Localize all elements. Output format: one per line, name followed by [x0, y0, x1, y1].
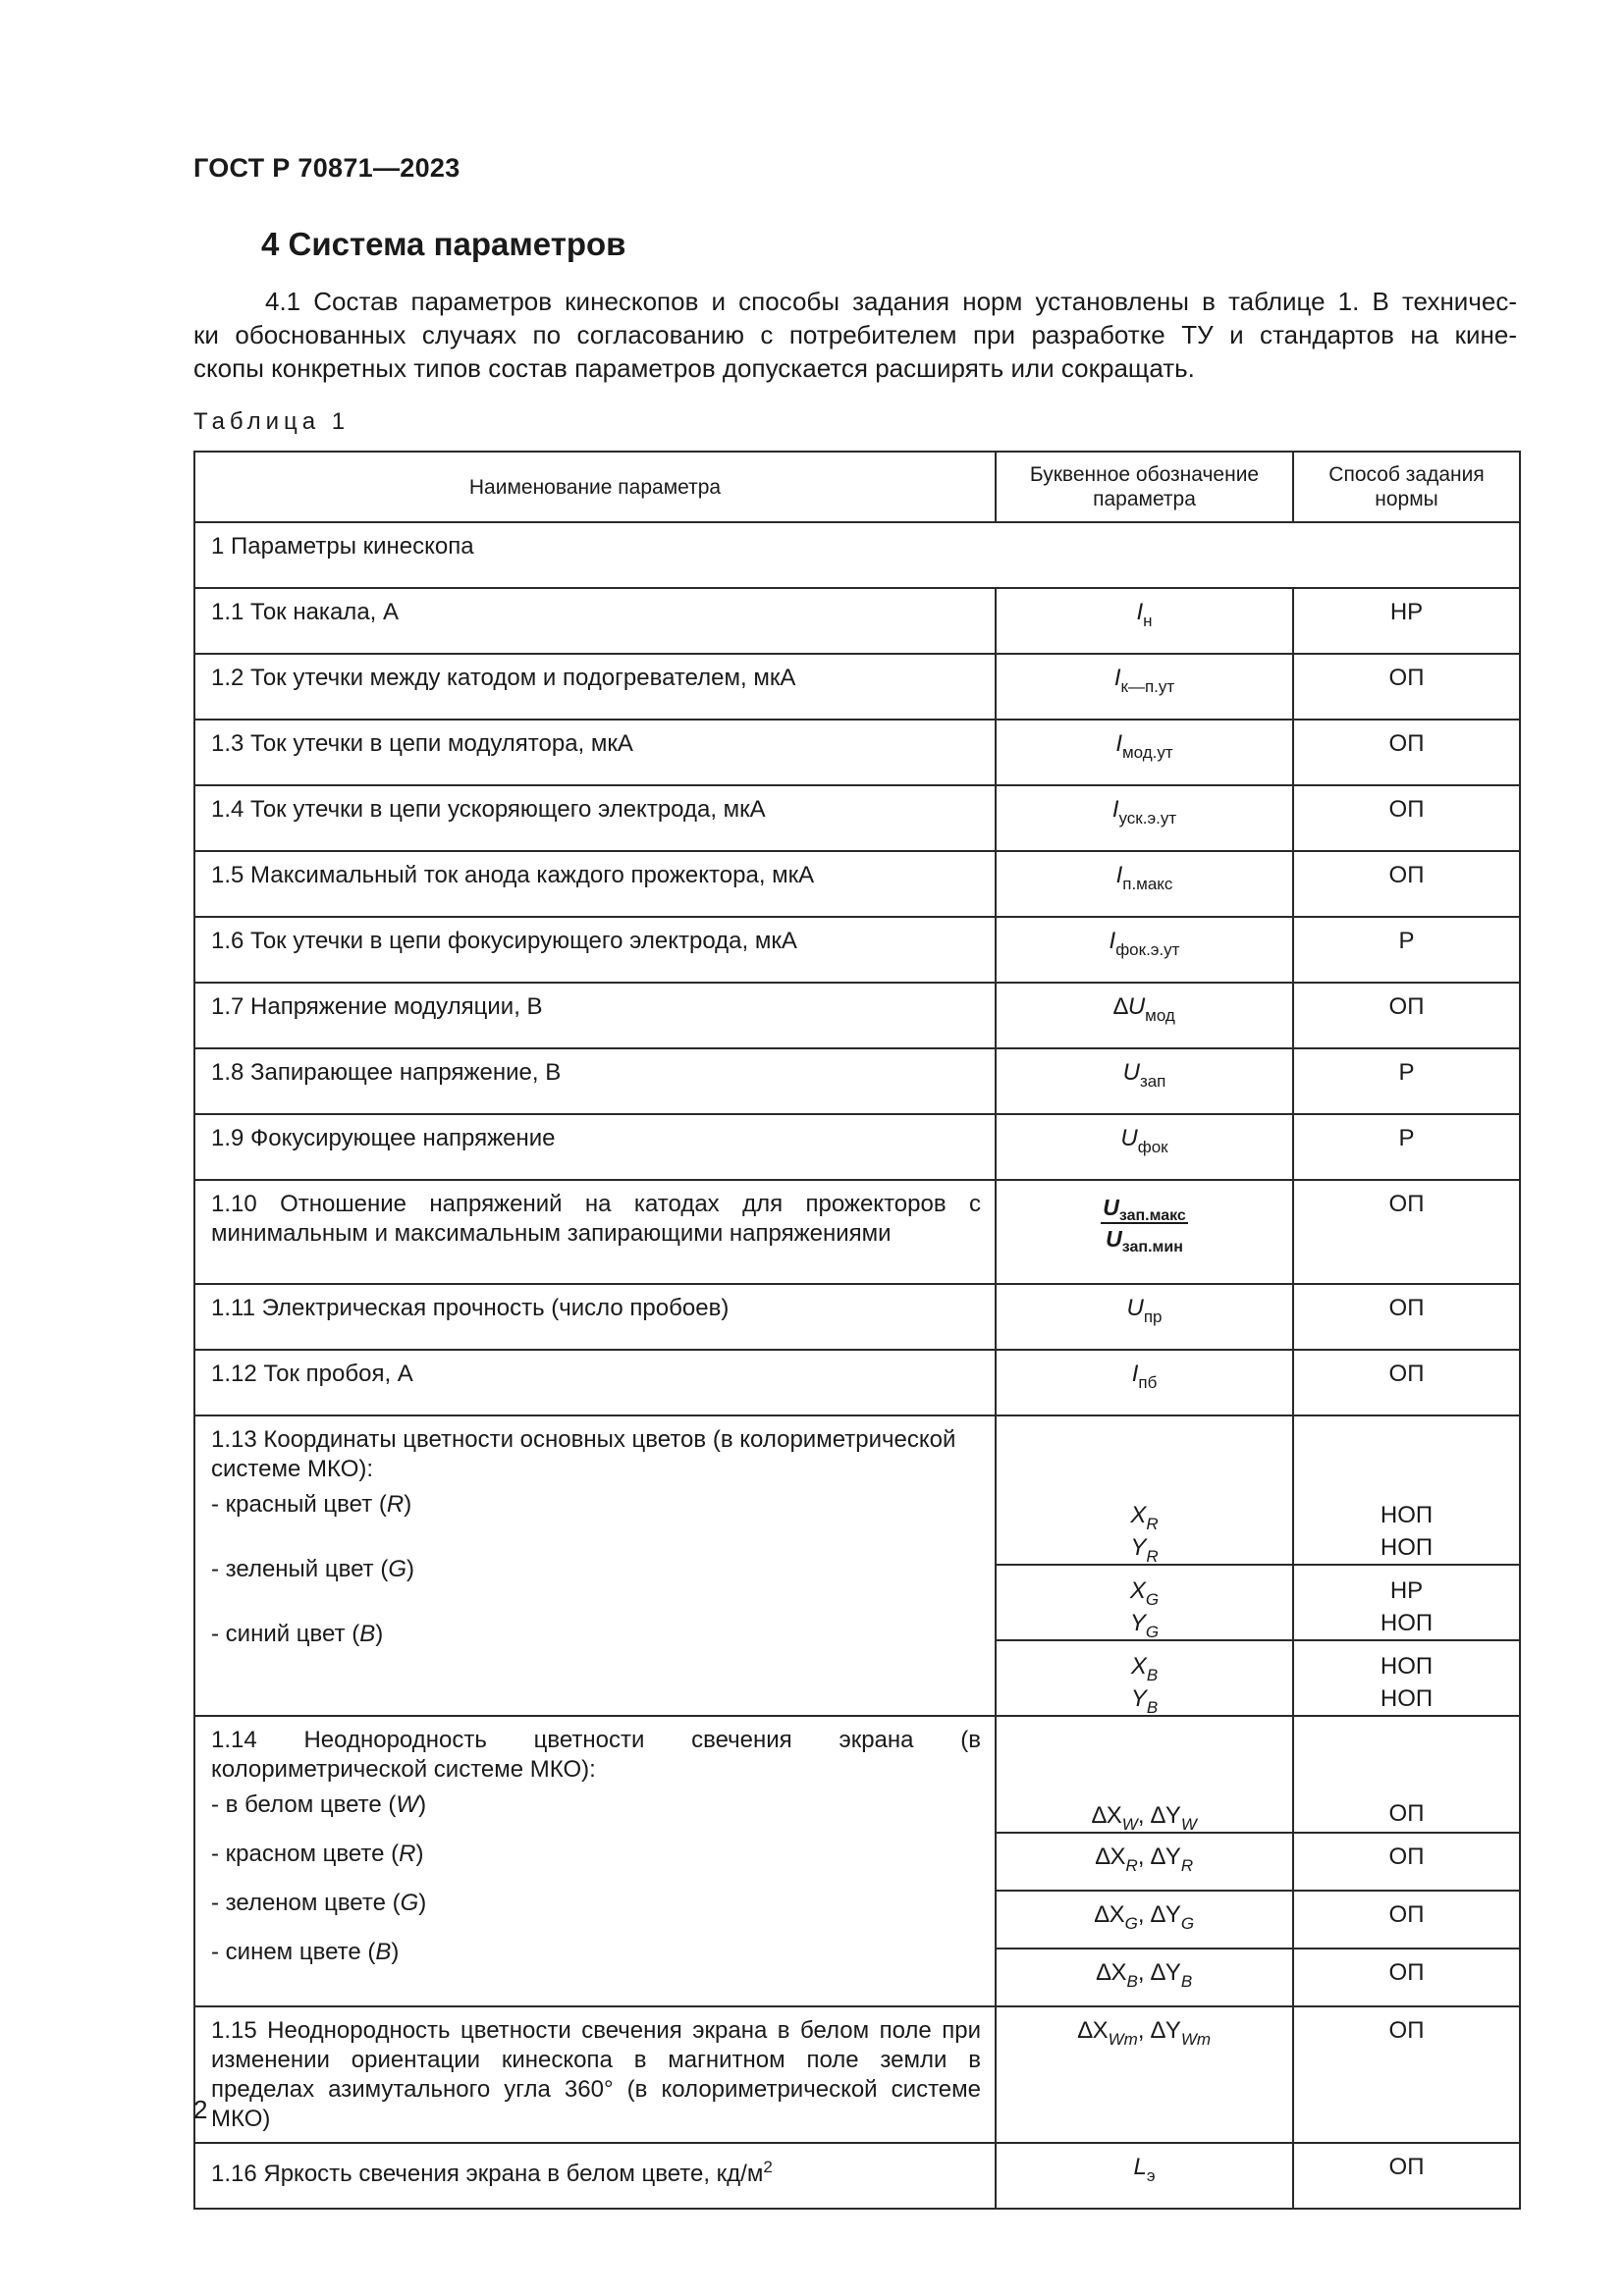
param-norm: ОП — [1293, 1891, 1520, 1949]
param-symbol: $I_{пб}$ — [996, 1350, 1293, 1415]
table-row — [194, 1114, 1520, 1180]
param-name: 1.1 Ток накала, А — [194, 588, 996, 654]
param-symbol — [996, 1180, 1293, 1284]
param-symbol: $X_R$ $Y_R$ — [996, 1415, 1293, 1565]
param-symbol: $\Delta X_R$, $\Delta Y_R$ — [996, 1833, 1293, 1891]
param-norm: Р — [1293, 1114, 1520, 1180]
param-name: 1.10 Отношение напряжений на катодах для прожекторов с минимальным и максимальным запирающими напряжениями — [194, 1180, 996, 1284]
table-row — [194, 1350, 1520, 1415]
table-row — [194, 983, 1520, 1048]
param-symbol: $I_{мод.ут}$ — [996, 720, 1293, 785]
param-symbol: $I_н$ — [996, 588, 1293, 654]
param-name: 1.16 Яркость свечения экрана в белом цвете, $кд/м^2$ — [194, 2143, 996, 2209]
param-name-group: 1.13 Координаты цветности основных цветов (в колориметрической системе МКО): - красный цвет (R) - зеленый цвет (G) - синий цвет (B) — [194, 1415, 996, 1716]
intro-line: ки обоснованных случаях по согласованию с потребителем при разработке ТУ и стандартов на кине- — [193, 320, 1517, 349]
table-row-group — [194, 1716, 1520, 1833]
table-row — [194, 917, 1520, 983]
param-symbol: $U_{фок}$ — [996, 1114, 1293, 1180]
param-norm: ОП — [1293, 983, 1520, 1048]
param-name: 1.2 Ток утечки между катодом и подогревателем, мкА — [194, 654, 996, 720]
param-norm: ОП — [1293, 1180, 1520, 1284]
table-group-row — [194, 522, 1520, 588]
param-symbol: $\Delta X_G$, $\Delta Y_G$ — [996, 1891, 1293, 1949]
param-name-group: 1.14 Неоднородность цветности свечения экрана (в колориметрической системе МКО): - в белом цвете (W) - красном цвете (R) - зеленом цвете (G) - синем цвете (B) — [194, 1716, 996, 2006]
table-caption: Таблица 1 — [193, 408, 351, 435]
ratio-fraction: $\frac{U_{зап.макс}}{U_{зап.мин}}$ — [1103, 1195, 1186, 1255]
header-norm: Способ задания нормы — [1293, 452, 1520, 522]
table-row — [194, 2006, 1520, 2143]
param-norm: ОП — [1293, 1833, 1520, 1891]
param-symbol: $\Delta X_B$, $\Delta Y_B$ — [996, 1949, 1293, 2006]
header-symbol: Буквенное обозначение параметра — [996, 452, 1293, 522]
param-norm: ОП — [1293, 720, 1520, 785]
param-norm: НОП НОП — [1293, 1640, 1520, 1716]
param-norm: ОП — [1293, 1284, 1520, 1350]
param-symbol: $L_э$ — [996, 2143, 1293, 2209]
param-symbol: $X_G$ $Y_G$ — [996, 1565, 1293, 1640]
table-row — [194, 785, 1520, 851]
param-norm: ОП — [1293, 1716, 1520, 1833]
param-norm: ОП — [1293, 654, 1520, 720]
table-row — [194, 1180, 1520, 1284]
param-symbol: $\Delta X_W$, $\Delta Y_W$ — [996, 1716, 1293, 1833]
table-row — [194, 851, 1520, 917]
standard-designation: ГОСТ Р 70871—2023 — [193, 153, 460, 183]
param-name: 1.9 Фокусирующее напряжение — [194, 1114, 996, 1180]
param-symbol: $I_{к—п.ут}$ — [996, 654, 1293, 720]
table-row — [194, 1048, 1520, 1114]
parameters-table — [193, 451, 1521, 2210]
param-norm: НР НОП — [1293, 1565, 1520, 1640]
param-name: 1.7 Напряжение модуляции, В — [194, 983, 996, 1048]
table-row-group — [194, 1415, 1520, 1565]
param-norm: ОП — [1293, 2006, 1520, 2143]
param-norm: Р — [1293, 1048, 1520, 1114]
table-row — [194, 2143, 1520, 2209]
param-norm: ОП — [1293, 851, 1520, 917]
table-header-row — [194, 452, 1520, 522]
param-name: 1.5 Максимальный ток анода каждого прожектора, мкА — [194, 851, 996, 917]
intro-line: скопы конкретных типов состав параметров допускается расширять или сокращать. — [193, 353, 1195, 383]
param-norm: ОП — [1293, 1350, 1520, 1415]
table-row — [194, 720, 1520, 785]
param-symbol: $I_{уск.э.ут}$ — [996, 785, 1293, 851]
param-symbol: $\Delta X_{Wm}$, $\Delta Y_{Wm}$ — [996, 2006, 1293, 2143]
param-name: 1.15 Неоднородность цветности свечения экрана в белом поле при изменении ориентации кинескопа в магнитном поле земли в пределах азимутального угла 360° (в колориметрической системе МКО) — [194, 2006, 996, 2143]
param-symbol: $I_{фок.э.ут}$ — [996, 917, 1293, 983]
param-norm: ОП — [1293, 2143, 1520, 2209]
table-row — [194, 1284, 1520, 1350]
table-row — [194, 588, 1520, 654]
param-norm: ОП — [1293, 1949, 1520, 2006]
param-norm: ОП — [1293, 785, 1520, 851]
param-name: 1.4 Ток утечки в цепи ускоряющего электрода, мкА — [194, 785, 996, 851]
table-row — [194, 654, 1520, 720]
section-title: 4 Система параметров — [261, 226, 626, 262]
param-norm: НОП НОП — [1293, 1415, 1520, 1565]
header-name: Наименование параметра — [194, 452, 996, 522]
param-symbol: $X_B$ $Y_B$ — [996, 1640, 1293, 1716]
param-norm: Р — [1293, 917, 1520, 983]
group-title: 1 Параметры кинескопа — [194, 522, 1520, 588]
param-name: 1.8 Запирающее напряжение, В — [194, 1048, 996, 1114]
param-norm: НР — [1293, 588, 1520, 654]
intro-paragraph — [193, 285, 1517, 385]
page-number: 2 — [193, 2095, 208, 2124]
intro-line: 4.1 Состав параметров кинескопов и способы задания норм установлены в таблице 1. В техничес- — [265, 287, 1517, 316]
param-symbol: $\Delta U_{мод}$ — [996, 983, 1293, 1048]
param-name: 1.3 Ток утечки в цепи модулятора, мкА — [194, 720, 996, 785]
param-symbol: $I_{п.макс}$ — [996, 851, 1293, 917]
param-name: 1.12 Ток пробоя, А — [194, 1350, 996, 1415]
param-symbol: $U_{пр}$ — [996, 1284, 1293, 1350]
param-name: 1.11 Электрическая прочность (число пробоев) — [194, 1284, 996, 1350]
param-name: 1.6 Ток утечки в цепи фокусирующего электрода, мкА — [194, 917, 996, 983]
param-symbol: $U_{зап}$ — [996, 1048, 1293, 1114]
